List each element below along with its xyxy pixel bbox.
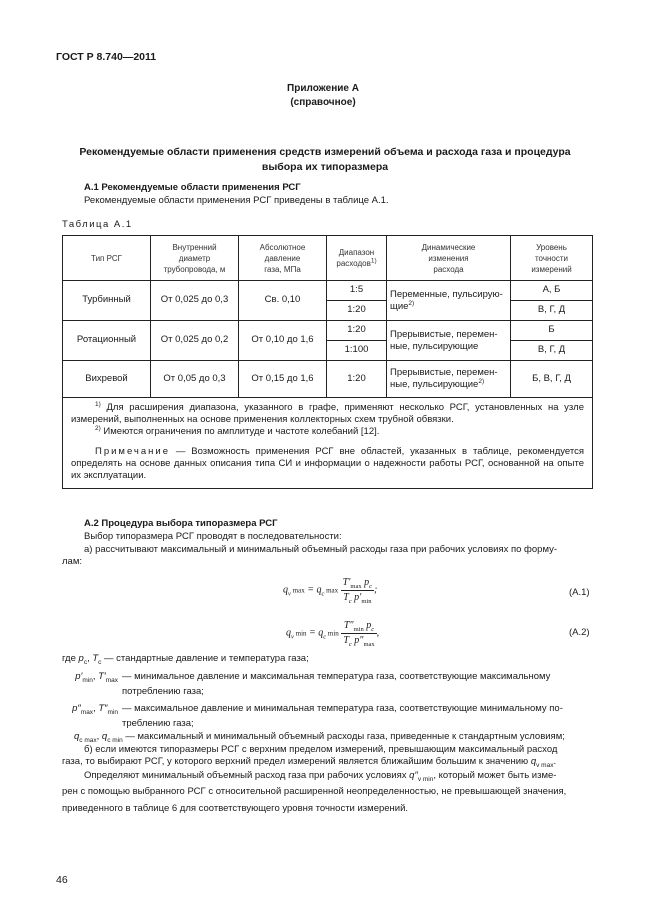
section-a1-text: Рекомендуемые области применения РСГ приведены в таблице А.1.: [84, 195, 389, 206]
where-symbol-1: $p'_{min}$, $T'_{max}$: [75, 671, 118, 684]
cell-accuracy: В, Г, Д: [511, 301, 593, 321]
where-intro: где $p_c$, $T_c$ — стандартные давление и температура газа;: [62, 653, 309, 666]
step-b-line-1: б) если имеются типоразмеры РСГ с верхним пределом измерений, превышающим максимальный расход: [84, 744, 558, 755]
final-line-2: рен с помощью выбранного РСГ с относительной расширенной неопределенностью, не превышающей значения,: [62, 786, 567, 797]
table-header-row: [63, 236, 593, 281]
col-header-type: Тип РСГ: [63, 236, 151, 281]
cell-dynamics: Прерывистые, перемен- ные, пульсирующие$^{2)}$: [387, 361, 511, 398]
section-a2-heading: А.2 Процедура выбора типоразмера РСГ: [84, 518, 278, 529]
section-a2-intro: Выбор типоразмера РСГ проводят в последовательности:: [84, 531, 342, 542]
equation-number-a2: (А.2): [569, 627, 590, 638]
where-text-2-line-2: треблению газа;: [122, 718, 194, 729]
table-row: [63, 321, 593, 341]
cell-diameter: От 0,025 до 0,3: [151, 281, 239, 321]
final-line-3: приведенного в таблице 6 для соответствующего уровня точности измерений.: [62, 803, 409, 814]
main-title-line-1: Рекомендуемые области применения средств измерений объема и расхода газа и процедура: [79, 146, 571, 158]
formula-a2: $q_v$ $\min = q_c$ min $\frac{T''_{min} p_c}{T_c p''_{max}}$ ,: [286, 620, 380, 648]
cell-diameter: От 0,025 до 0,2: [151, 321, 239, 361]
data-table: [62, 235, 593, 489]
where-text-2-line-1: — максимальное давление и минимальная температура газа, соответствующие минимальному по-: [122, 703, 563, 714]
footnote-1: $^{1)}$ Для расширения диапазона, указанного в графе, применяют несколько РСГ, установленных на узле измерений, выполненных на основе применения коллекторных схем трубной обвязки.: [71, 400, 584, 425]
cell-type: Вихревой: [63, 361, 151, 398]
where-text-1-line-2: потреблению газа;: [122, 686, 204, 697]
cell-range: 1:20: [327, 321, 387, 341]
step-a-line-2: лам:: [62, 556, 82, 567]
col-header-pressure: Абсолютное давление газа, МПа: [239, 236, 327, 281]
cell-accuracy: Б, В, Г, Д: [511, 361, 593, 398]
table-footnotes-row: [63, 398, 593, 489]
appendix-title-block: [0, 82, 646, 110]
main-title-line-2: выбора их типоразмера: [261, 161, 389, 173]
cell-dynamics: Прерывистые, перемен- ные, пульсирующие: [387, 321, 511, 361]
footnote-2: $^{2)}$ Имеются ограничения по амплитуде и частоте колебаний [12].: [95, 424, 380, 437]
main-title: [40, 145, 610, 175]
page-number: 46: [56, 874, 68, 886]
col-header-diameter: Внутренний диаметр трубопровода, м: [151, 236, 239, 281]
table-footnotes: [63, 398, 593, 489]
cell-accuracy: В, Г, Д: [511, 341, 593, 361]
table-note: Примечание — Возможность применения РСГ вне областей, указанных в таблице, рекомендуется определять на основе данных описания типа СИ и информации о надежности работы РСГ, основанной на опыте их эксплуатации.: [71, 446, 584, 481]
cell-dynamics: Переменные, пульсирую- щие$^{2)}$: [387, 281, 511, 321]
final-line-1: Определяют минимальный объемный расход газа при рабочих условиях $q''_{v min}$, который может быть изме-: [84, 770, 557, 783]
cell-pressure: От 0,10 до 1,6: [239, 321, 327, 361]
formula-a1: $q_v$ $\max = q_c$ max $\frac{T'_{max} p_c}{T_c p'_{min}}$ ;: [283, 577, 378, 605]
cell-range: 1:20: [327, 361, 387, 398]
cell-type: Ротационный: [63, 321, 151, 361]
table-label: Таблица А.1: [62, 219, 133, 230]
table-row: [63, 281, 593, 301]
step-a-line-1: а) рассчитывают максимальный и минимальный объемный расходы газа при рабочих условиях по форму-: [84, 544, 557, 555]
cell-pressure: От 0,15 до 1,6: [239, 361, 327, 398]
cell-range: 1:5: [327, 281, 387, 301]
document-header: ГОСТ Р 8.740—2011: [56, 51, 157, 63]
where-text-1-line-1: — минимальное давление и максимальная температура газа, соответствующие максимальному: [122, 671, 551, 682]
cell-accuracy: Б: [511, 321, 593, 341]
cell-range: 1:20: [327, 301, 387, 321]
cell-type: Турбинный: [63, 281, 151, 321]
table-row: [63, 361, 593, 398]
cell-range: 1:100: [327, 341, 387, 361]
section-a1-heading: А.1 Рекомендуемые области применения РСГ: [84, 182, 301, 193]
cell-accuracy: А, Б: [511, 281, 593, 301]
where-symbol-2: $p''_{max}$, $T''_{min}$: [72, 703, 118, 716]
appendix-title: Приложение А: [287, 83, 359, 94]
col-header-dynamics: Динамические изменения расхода: [387, 236, 511, 281]
equation-number-a1: (А.1): [569, 587, 590, 598]
cell-pressure: Св. 0,10: [239, 281, 327, 321]
col-header-range: Диапазон расходов$^{1)}$: [327, 236, 387, 281]
where-line-3: $q_{c max}$, $q_{c min}$ — максимальный и минимальный объемный расходы газа, приведенные к стандартным условиям;: [74, 731, 565, 744]
step-b-line-2: газа, то выбирают РСГ, у которого верхний предел измерений является ближайшим большим к значению $q_{v max}$.: [62, 756, 557, 769]
appendix-subtitle: (справочное): [290, 97, 356, 108]
cell-diameter: От 0,05 до 0,3: [151, 361, 239, 398]
col-header-accuracy: Уровень точности измерений: [511, 236, 593, 281]
